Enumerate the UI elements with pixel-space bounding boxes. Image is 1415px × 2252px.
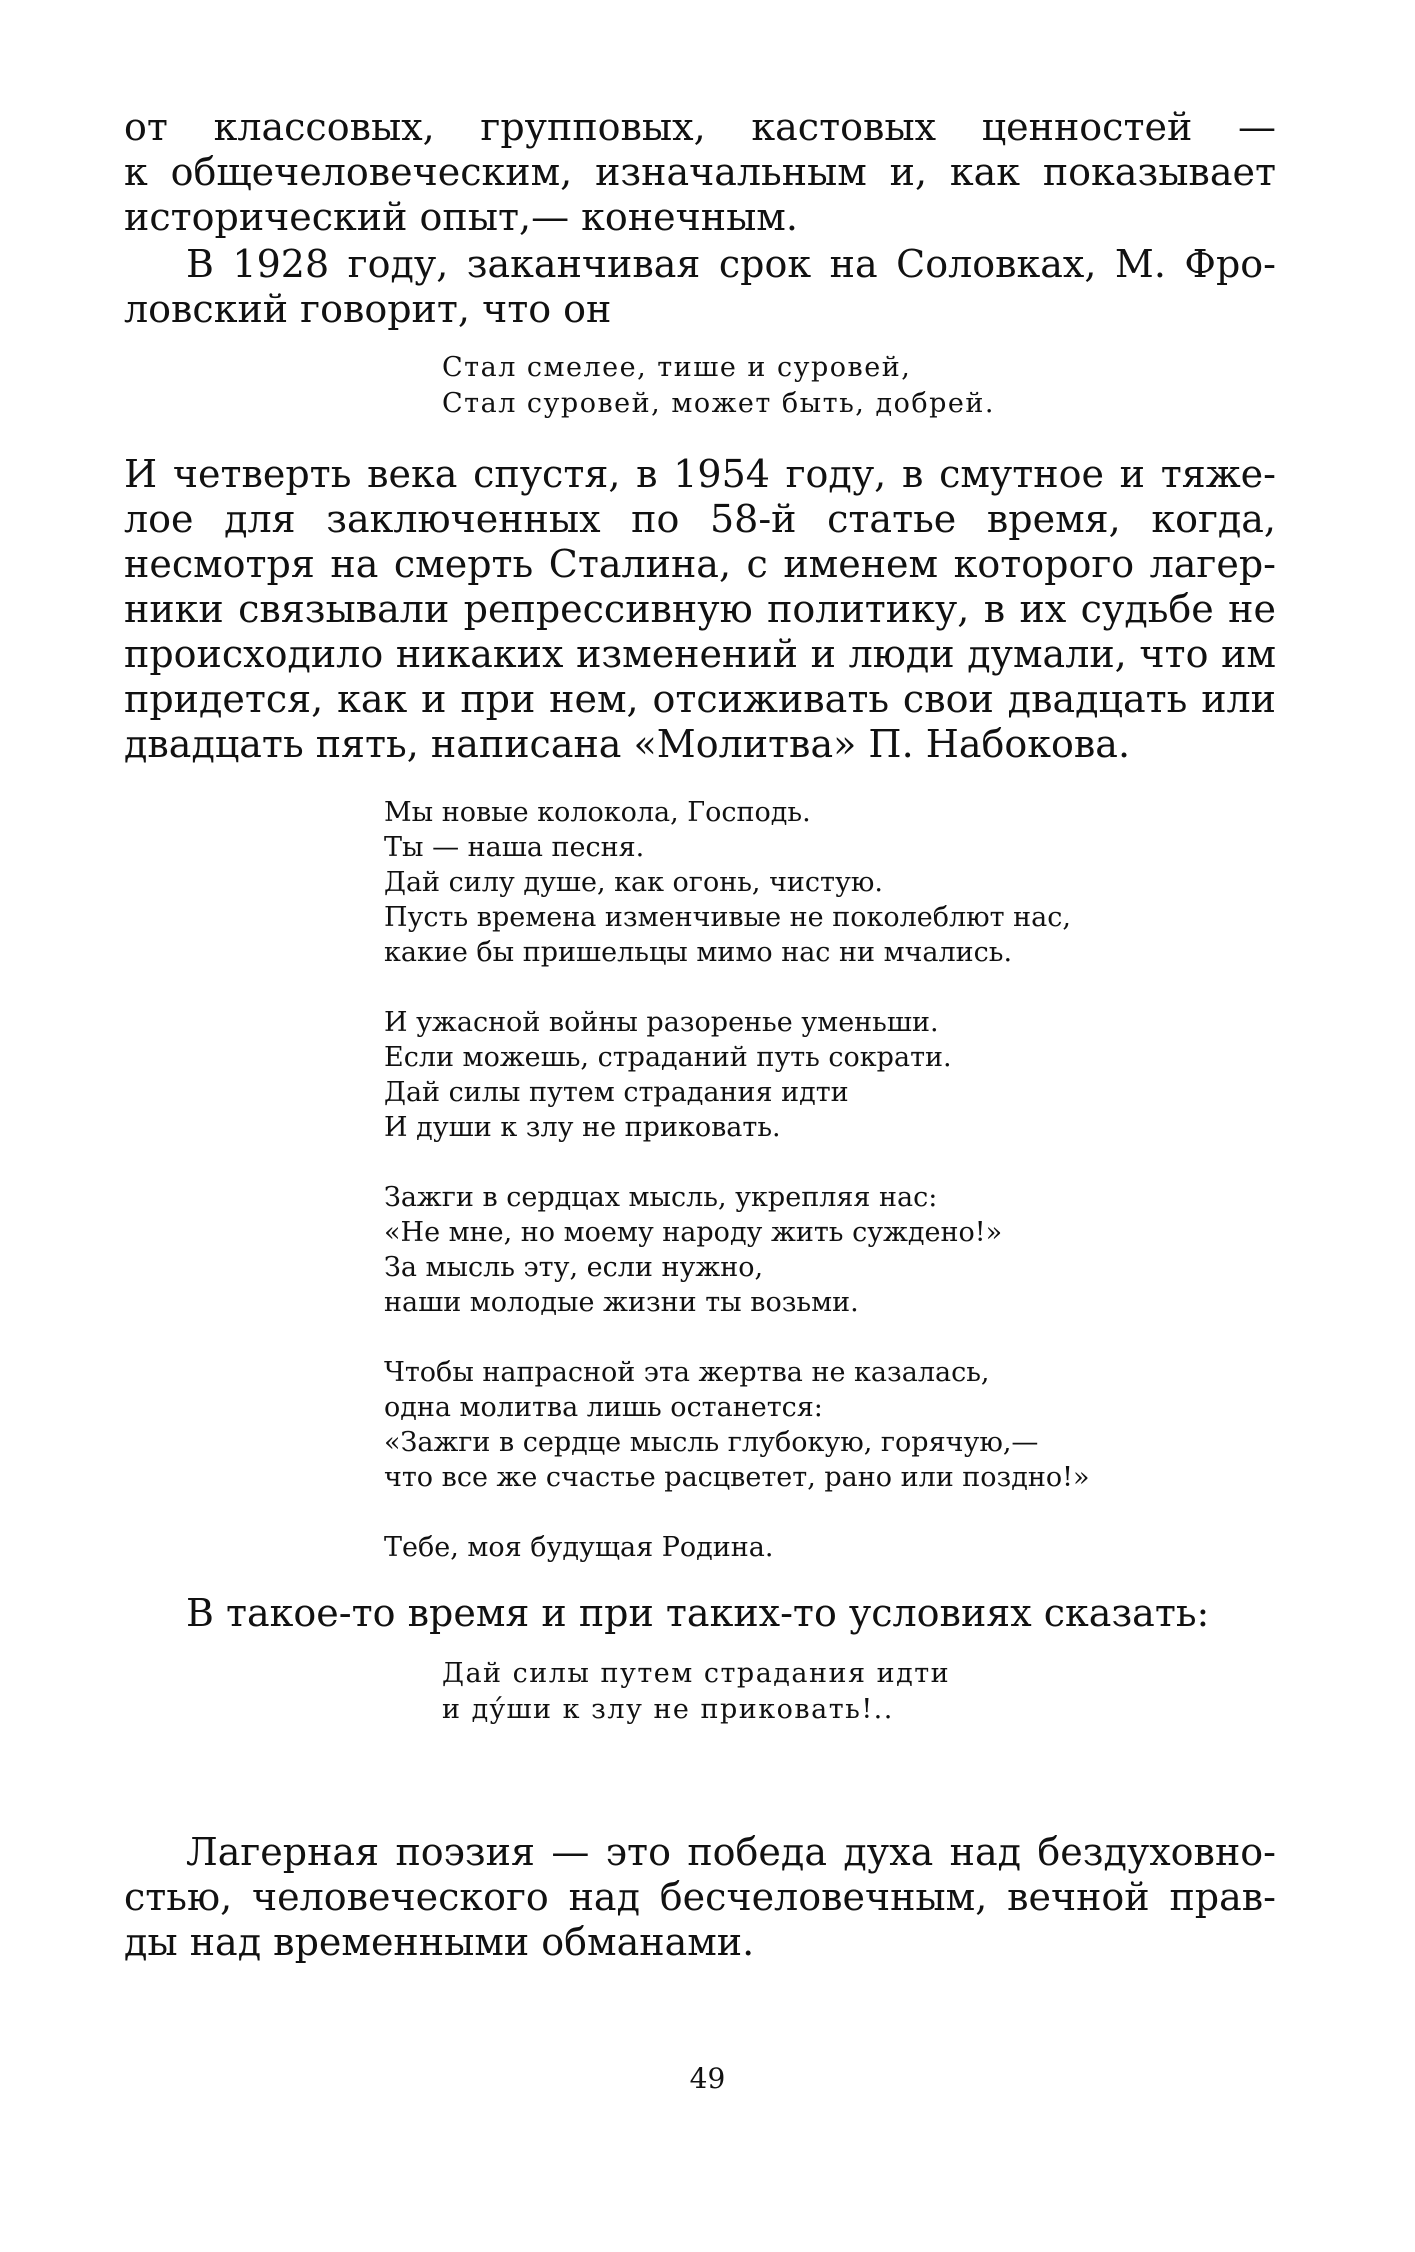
- text-line: Лагерная поэзия — это победа духа над бездуховно-: [186, 1830, 1276, 1874]
- verse-line: Стал суровей, может быть, добрей.: [442, 388, 995, 419]
- verse-line: И ужасной войны разоренье уменьши.: [384, 1007, 939, 1038]
- quoted-verse-repeat: [442, 1656, 1276, 1728]
- verse-line: Чтобы напрасной эта жертва не казалась,: [384, 1357, 990, 1388]
- paragraph-continuation: [124, 105, 1276, 240]
- verse-line: Если можешь, страданий путь сократи.: [384, 1042, 952, 1073]
- text-line: ды над временными обманами.: [124, 1920, 755, 1964]
- paragraph-1928: [124, 242, 1276, 332]
- verse-line: Дай силы путем страдания идти: [442, 1658, 951, 1689]
- verse-line: За мысль эту, если нужно,: [384, 1252, 764, 1283]
- verse-line: Ты — наша песня.: [384, 832, 645, 863]
- verse-line: и дýши к злу не приковать!..: [442, 1694, 894, 1725]
- paragraph-conclusion: [124, 1830, 1276, 1965]
- verse-line: Дай силу душе, как огонь, чистую.: [384, 867, 883, 898]
- verse-line: И души к злу не приковать.: [384, 1112, 781, 1143]
- page-number: 49: [689, 2062, 726, 2095]
- paragraph-such-time: [124, 1591, 1276, 1636]
- verse-line: Тебе, моя будущая Родина.: [384, 1532, 774, 1563]
- text-line: стью, человеческого над бесчеловечным, вечной прав-: [124, 1875, 1276, 1919]
- verse-line: Дай силы путем страдания идти: [384, 1077, 849, 1108]
- text-line: ники связывали репрессивную политику, в их судьбе не: [124, 587, 1276, 631]
- poem-stanza: [384, 1005, 1276, 1145]
- text-line: несмотря на смерть Сталина, с именем которого лагер-: [124, 542, 1276, 586]
- text-line: В такое-то время и при таких-то условиях сказать:: [186, 1591, 1210, 1635]
- paragraph-1954: [124, 452, 1276, 767]
- text-line: В 1928 году, заканчивая срок на Соловках, М. Фро-: [186, 242, 1276, 286]
- text-line: И четверть века спустя, в 1954 году, в смутное и тяже-: [124, 452, 1276, 496]
- text-line: лое для заключенных по 58-й статье время, когда,: [124, 497, 1276, 541]
- verse-line: Стал смелее, тише и суровей,: [442, 352, 912, 383]
- poem-stanza: [384, 1180, 1276, 1320]
- text-line: исторический опыт,— конечным.: [124, 195, 798, 239]
- text-line: от классовых, групповых, кастовых ценностей —: [124, 105, 1276, 149]
- verse-line: Зажги в сердцах мысль, укрепляя нас:: [384, 1182, 938, 1213]
- poem-stanza: [384, 1355, 1276, 1495]
- verse-line: Пусть времена изменчивые не поколеблют нас,: [384, 902, 1071, 933]
- text-line: к общечеловеческим, изначальным и, как показывает: [124, 150, 1276, 194]
- verse-line: какие бы пришельцы мимо нас ни мчались.: [384, 937, 1013, 968]
- verse-line: что все же счастье расцветет, рано или поздно!»: [384, 1462, 1090, 1493]
- poem-molitva: [384, 795, 1276, 1565]
- verse-line: «Не мне, но моему народу жить суждено!»: [384, 1217, 1003, 1248]
- text-line: ловский говорит, что он: [124, 287, 612, 331]
- page-content: [124, 105, 1276, 1965]
- text-line: происходило никаких изменений и люди думали, что им: [124, 632, 1276, 676]
- verse-line: Мы новые колокола, Господь.: [384, 797, 811, 828]
- verse-line: одна молитва лишь останется:: [384, 1392, 823, 1423]
- text-line: придется, как и при нем, отсиживать свои двадцать или: [124, 677, 1276, 721]
- poem-stanza: [384, 795, 1276, 970]
- text-line: двадцать пять, написана «Молитва» П. Набокова.: [124, 722, 1131, 766]
- quoted-verse-frolovsky: [442, 350, 1276, 422]
- poem-stanza: [384, 1530, 1276, 1565]
- verse-line: наши молодые жизни ты возьми.: [384, 1287, 859, 1318]
- verse-line: «Зажги в сердце мысль глубокую, горячую,—: [384, 1427, 1039, 1458]
